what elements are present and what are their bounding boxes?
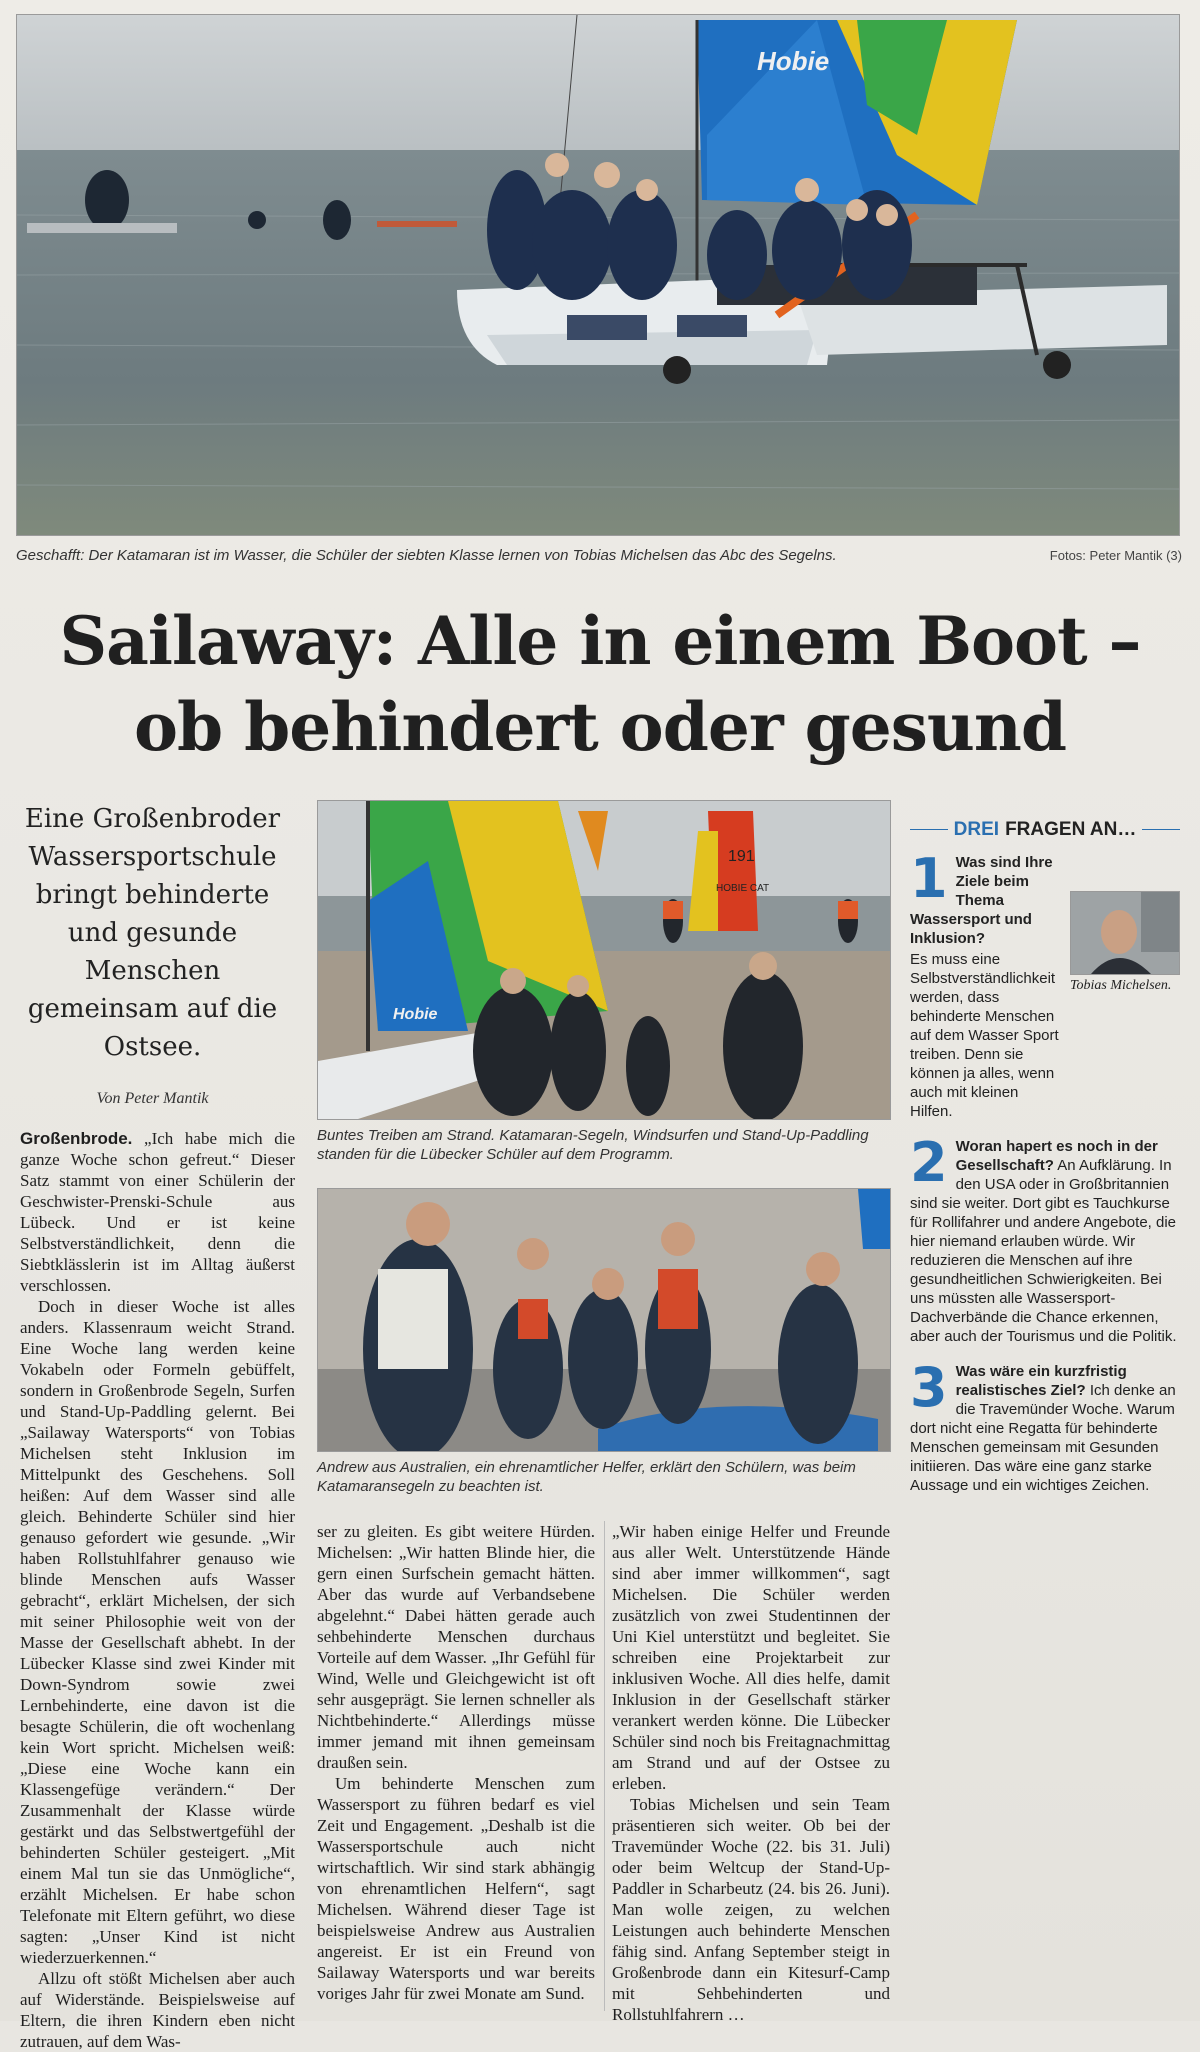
top-photo-sail-logo: Hobie [757,46,830,76]
question-1-answer: Es muss eine Selbstverständlichkeit werden, dass behinderte Menschen auf dem Wasser Sport treiben. Denn sie können ja alles, wenn auch mit kleinen Hilfen. [910,951,1059,1120]
article-column-2 [317,1521,595,2004]
middle-photo-helper-illustration [318,1189,890,1451]
sidebar-title-blue: DREI [953,819,1000,840]
article-col2-p2: Um behinderte Menschen zum Wassersport zu führen bedarf es viel Zeit und Engagement. „Deshalb ist die Wassersportschule auch nicht wirtschaftlich. Wir sind stark abhängig von ehrenamtlichen Helfern“, sagt Michelsen. Während dieser Tage ist beispielsweise Andrew aus Australien angereist. Er ist ein Freund von Sailaway Watersports und war bereits voriges Jahr für zwei Monate am Sund. [317,1774,595,2003]
portrait-caption: Tobias Michelsen. [1070,978,1172,993]
question-1 [910,847,1180,1121]
question-1-answer-wrap [910,950,1060,1121]
column-divider [604,1521,605,2011]
article-col1-p3: Allzu oft stößt Michelsen aber auch auf Widerstände. Beispielsweise auf Eltern, die ihren Kindern eben nicht zutrauen, auf dem Was- [20,1969,295,2051]
headline-line-2: ob behindert oder gesund [133,688,1067,766]
question-1-question: Was sind Ihre Ziele beim Thema Wassersport und Inklusion? [910,854,1053,947]
sail-number: 191 [728,848,755,865]
sidebar-three-questions [910,820,1180,1511]
middle-photo-sail-logo: Hobie [393,1006,438,1023]
question-2-answer: An Aufklärung. In den USA oder in Großbritannien sind sie weiter. Dort gibt es Tauchkurse für Rollifahrer und andere Angebote, die hier niemand erlauben würde. Wir reduzieren die Menschen auf ihre gesundheitlichen Schwierigkeiten. Bei uns müssten alle Wassersport-Dachverbände die Chance erkennen, aber auch der Tourismus und die Politik. [910,1157,1177,1345]
article-col1-p1-text: „Ich habe mich die ganze Woche schon gefreut.“ Dieser Satz stammt von einer Schülerin der Geschwister-Prenski-Schule aus Lübeck. Und er ist keine Selbstverständlichkeit, denn die Siebtklässlerin ist im Alltag äußerst verschlossen. [20,1129,295,1295]
article-col1-p1 [20,1128,295,1296]
article-col3-p1: „Wir haben einige Helfer und Freunde aus aller Welt. Unterstützende Hände sind aber immer willkommen“, sagt Michelsen. Die Schüler werden zusätzlich von zwei Studentinnen der Uni Kiel unterstützt und begleitet. Sie schreiben eine Projektarbeit zur inklusiven Woche. All dies helfe, damit Inklusion in der Gesellschaft stärker verankert werden könne. Die Lübecker Schüler sind noch bis Freitagnachmittag am Strand und auf der Ostsee zu erleben. [612,1522,890,1793]
middle-photo-2-caption: Andrew aus Australien, ein ehrenamtlicher Helfer, erklärt den Schülern, was beim Katamaransegeln zu beachten ist. [317,1459,856,1495]
portrait-illustration [1071,892,1179,974]
teaser: Eine Großenbroder Wassersportschule bringt behinderte und gesunde Menschen gemeinsam auf die Ostsee. [24,804,281,1062]
question-1-number: 1 [910,847,948,910]
sidebar-title-rule-right [1142,829,1180,830]
top-photo-illustration [17,15,1179,535]
middle-photo-1-caption: Buntes Treiben am Strand. Katamaran-Segeln, Windsurfen und Stand-Up-Paddling standen für die Lübecker Schüler auf dem Programm. [317,1127,869,1163]
sidebar-title [910,820,1180,839]
dateline: Großenbrode. [20,1129,133,1148]
middle-photo-beach [317,800,891,1120]
question-3-question: Was wäre ein kurzfristig realistisches Ziel? [955,1363,1127,1399]
sidebar-title-rule-left [910,829,948,830]
photo-credit: Fotos: Peter Mantik (3) [1049,548,1182,563]
question-3 [910,1356,1180,1495]
middle-photo-beach-illustration [318,801,890,1119]
article-col2-p1: ser zu gleiten. Es gibt weitere Hürden. Michelsen: „Wir hatten Blinde hier, die gern einen Surfschein gemacht hätten. Aber das wurde auf Verbandsebene abgelehnt.“ Dabei hätten gerade auch sehbehinderte Menschen durchaus Vorteile auf dem Wasser. „Ihr Gefühl für Wind, Welle und Gleichgewicht ist oft sehr ausgeprägt. Sie lernen schneller als Nichtbehinderte.“ Allerdings müsse immer jemand mit ihnen gemeinsam draußen sein. [317,1522,595,1772]
question-2-question: Woran hapert es noch in der Gesellschaft? [955,1138,1158,1174]
article-column-3 [612,1521,890,2025]
top-photo-catamaran [16,14,1180,536]
question-3-number: 3 [910,1356,948,1419]
top-photo-caption: Geschafft: Der Katamaran ist im Wasser, die Schüler der siebten Klasse lernen von Tobias Michelsen das Abc des Segelns. [16,547,837,564]
headline [20,598,1180,770]
question-3-answer: Ich denke an die Travemünder Woche. Warum dort nicht eine Regatta für behinderte Menschen gemeinsam mit Gesunden initiieren. Das wäre eine ganz starke Aussage und ein wichtiges Zeichen. [910,1382,1176,1494]
article-col1-p2: Doch in dieser Woche ist alles anders. Klassenraum weicht Strand. Eine Woche lang werden keine Vokabeln oder Formeln gebüffelt, sondern in Großenbrode Segeln, Surfen und Stand-Up-Paddling gelernt. Bei „Sailaway Watersports“ von Tobias Michelsen steht Inklusion im Mittelpunkt des Geschehens. Soll heißen: Auf dem Wasser sind alle gleich. Behinderte Schüler sind hier genauso gefordert wie gesunde. „Wir haben Rollstuhlfahrer genauso wie blinde Menschen aufs Wasser gebracht“, erklärt Michelsen, der sich mit seiner Philosophie weit von der Masse der Gesellschaft abhebt. In der Lübecker Klasse sind zwei Kinder mit Down-Syndrom sowie zwei Lernbehinderte, eine davon ist die besagte Schülerin, die oft wochenlang kein Wort spricht. Michelsen weiß: „Diese eine Woche kann ein Klassengefüge verändern.“ Der Zusammenhalt der Klasse würde gestärkt und das Selbstwertgefühl der behinderten Schüler gesteigert. „Mit einem Mal tun sie das Unmögliche“, erzählt Michelsen. Er habe schon Telefonate mit Eltern geführt, wo diese sagten: „Unser Kind ist nicht wiederzuerkennen.“ [20,1297,295,1967]
article-col3-p2: Tobias Michelsen und sein Team präsentieren sich weiter. Ob bei der Travemünder Woche (22. bis 31. Juli) oder beim Weltcup der Stand-Up-Paddler in Scharbeutz (24. bis 26. Juni). Man wolle zeigen, zu welchen Leistungen auch behinderte Menschen fähig sind. Anfang September steigt in Großenbrode dann ein Kitesurf-Camp mit Sehbehinderten und Rollstuhlfahrern … [612,1795,890,2024]
headline-line-1: Sailaway: Alle in einem Boot – [59,602,1141,680]
middle-photo-helper [317,1188,891,1452]
question-2 [910,1131,1180,1346]
byline: Von Peter Mantik [96,1090,209,1107]
sail-brand: HOBIE CAT [716,883,770,894]
article-column-1 [20,1128,295,2052]
sidebar-title-rest: FRAGEN AN… [1005,819,1137,840]
question-1-text-block [910,847,1060,948]
portrait-photo [1070,891,1180,975]
question-2-number: 2 [910,1131,948,1194]
